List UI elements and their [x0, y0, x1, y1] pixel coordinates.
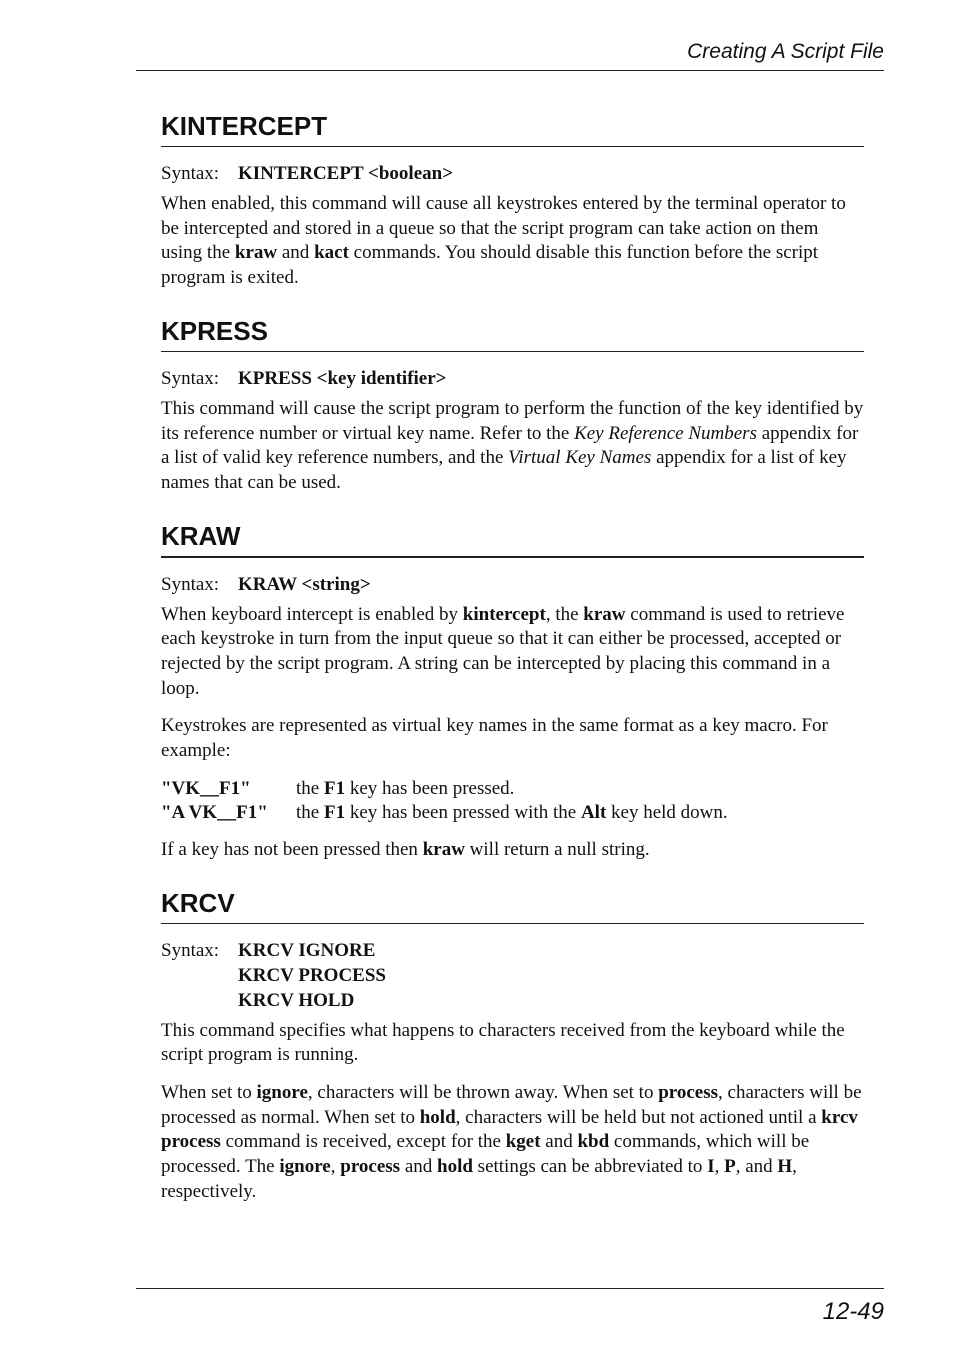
running-header: Creating A Script File: [687, 40, 884, 63]
description-paragraph: When set to ignore, characters will be thrown away. When set to process, characters will be processed as normal. When set to hold, characters will be held but not actioned until a krcv process command is received, except for the kget and kbd commands, which will be processed. The ignore, process and hold settings can be abbreviated to I, P, and H, respectively.: [161, 1081, 862, 1202]
syntax-value: KRCV HOLD: [238, 989, 355, 1011]
example-list: [161, 777, 864, 825]
example-row: [161, 801, 864, 825]
section-kraw: [161, 520, 864, 863]
syntax-value: KPRESS <key identifier>: [238, 367, 447, 389]
description-paragraph: When enabled, this command will cause all keystrokes entered by the terminal operator to be intercepted and stored in a queue so that the script program can take action on them using the kraw and kact commands. You should disable this function before the script program is exited.: [161, 193, 846, 289]
section-krcv: [161, 887, 864, 1205]
syntax-line: [161, 938, 864, 1013]
description-paragraph: This command will cause the script program to perform the function of the key identified by its reference number or virtual key name. Refer to the Key Reference Numbers appendix for a list of valid key reference numbers, and the Virtual Key Names appendix for a list of key names that can be used.: [161, 397, 864, 493]
section-title: KPRESS: [161, 315, 864, 352]
syntax-value: KINTERCEPT <boolean>: [238, 163, 454, 184]
example-description: the F1 key has been pressed with the Alt key held down.: [296, 801, 728, 823]
description-paragraph: When keyboard intercept is enabled by kintercept, the kraw command is used to retrieve each keystroke in turn from the input queue so that it can either be processed, accepted or rejected by the script program. A string can be intercepted by placing this command in a loop.: [161, 603, 845, 699]
syntax-label: Syntax:: [161, 939, 220, 961]
example-code: "VK__F1": [161, 777, 251, 799]
section-kintercept: [161, 110, 864, 291]
syntax-line: [161, 572, 864, 597]
header-divider: [136, 70, 884, 71]
section-title: KRAW: [161, 520, 864, 558]
syntax-line: [161, 366, 864, 391]
syntax-label: Syntax:: [161, 573, 220, 595]
description-paragraph: If a key has not been pressed then kraw will return a null string.: [161, 838, 650, 860]
page-number: 12-49: [822, 1298, 884, 1325]
page-content: [161, 110, 864, 1228]
syntax-value-list: [238, 938, 386, 1013]
syntax-line: [161, 161, 864, 186]
syntax-label: Syntax:: [161, 163, 220, 184]
syntax-value: KRCV IGNORE: [238, 939, 376, 961]
example-code: "A VK__F1": [161, 801, 268, 823]
section-title: KRCV: [161, 887, 864, 924]
example-description: the F1 key has been pressed.: [296, 777, 515, 799]
section-kpress: [161, 315, 864, 496]
syntax-value: KRCV PROCESS: [238, 964, 386, 986]
description-paragraph: Keystrokes are represented as virtual key names in the same format as a key macro. For example:: [161, 715, 828, 762]
syntax-label: Syntax:: [161, 367, 220, 389]
syntax-value: KRAW <string>: [238, 573, 371, 595]
footer-divider: [136, 1288, 884, 1289]
example-row: [161, 777, 864, 801]
section-title: KINTERCEPT: [161, 110, 864, 147]
description-paragraph: This command specifies what happens to characters received from the keyboard while the script program is running.: [161, 1019, 845, 1066]
